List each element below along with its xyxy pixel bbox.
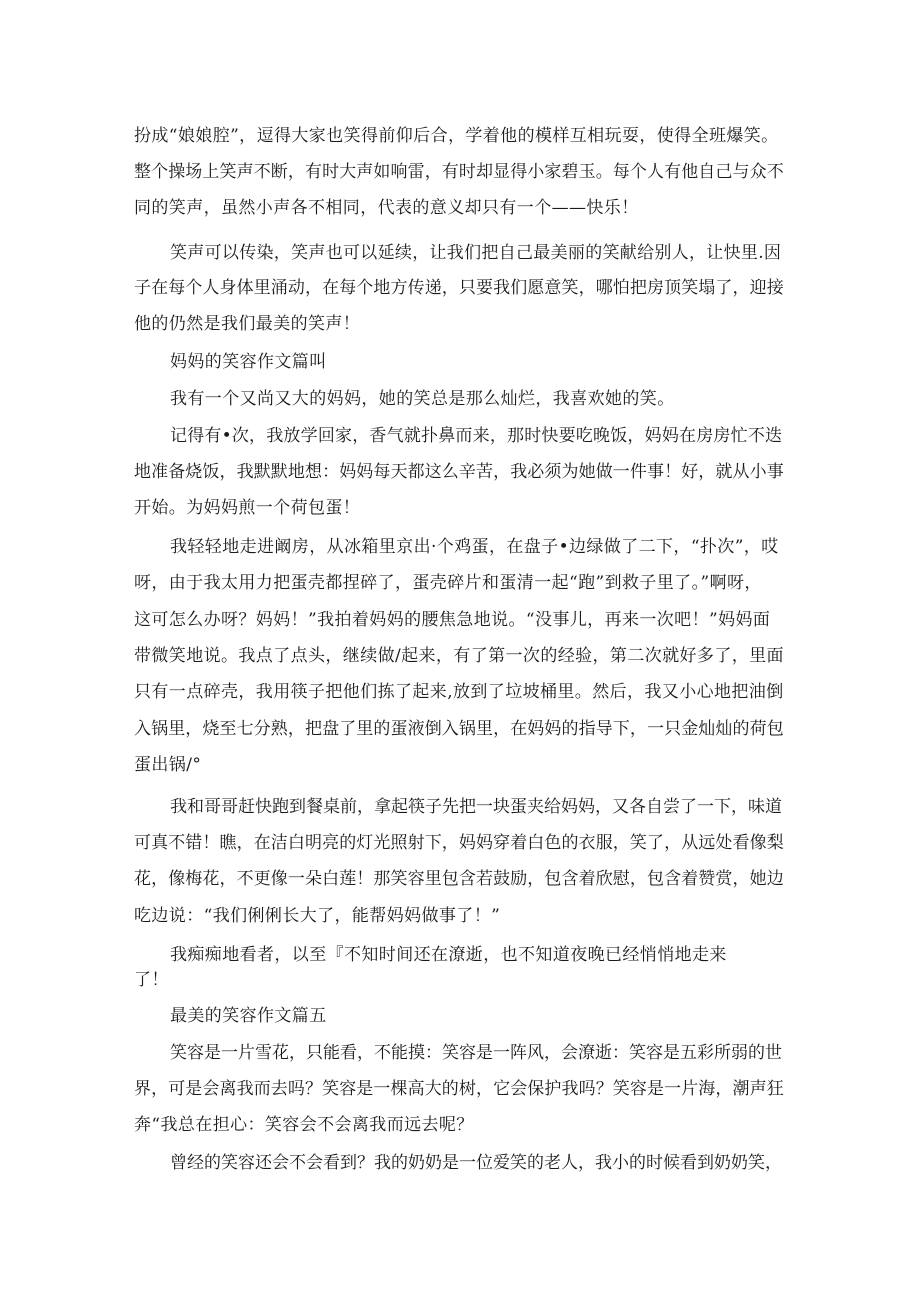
text-line: 这可怎么办呀？妈妈！”我拍着妈妈的腰焦急地说。“没事儿，再来一次吧！”妈妈面 bbox=[134, 610, 771, 630]
paragraph-start: 笑容是一片雪花，只能看，不能摸：笑容是一阵风，会潦逝：笑容是五彩所弱的世 bbox=[170, 1043, 782, 1063]
text-line: 呀，由于我太用力把蛋壳都捏碎了，蛋壳碎片和蛋清一起“跑”到救子里了。”啊呀， bbox=[134, 573, 762, 593]
text-line: 界，可是会离我而去吗？笑容是一棵高大的树，它会保护我吗？笑容是一片海，潮声狂 bbox=[134, 1079, 784, 1099]
text-line: 地准备烧饭，我默默地想：妈妈每天都这么辛苦，我必须为她做一件事！好，就从小事 bbox=[134, 462, 784, 482]
section-heading: 最美的笑容作文篇五 bbox=[170, 1006, 327, 1026]
text-line: 同的笑声，虽然小声各不相同，代表的意义却只有一个——快乐！ bbox=[134, 198, 639, 218]
text-line: 子在每个人身体里涌动，在每个地方传递，只要我们愿意笑，哪怕把房顶笑塌了，迎接 bbox=[134, 278, 784, 298]
text-line: 只有一点碎壳，我用筷子把他们拣了起来,放到了垃坡桶里。然后，我又小心地把油倒 bbox=[134, 682, 784, 702]
section-heading: 妈妈的笑容作文篇叫 bbox=[170, 352, 327, 372]
paragraph-start: 我痴痴地看者，以至『不知时间还在潦逝，也不知道夜晚已经悄悄地走来 bbox=[170, 945, 727, 965]
paragraph-start: 曾经的笑容还会不会看到？我的奶奶是一位爱笑的老人，我小的时候看到奶奶笑， bbox=[170, 1153, 782, 1173]
text-line: 带微笑地说。我点了点头，继续做/起来，有了第一次的经验，第二次就好多了，里面 bbox=[134, 646, 784, 666]
text-line: 可真不错！瞧，在洁白明亮的灯光照射下，妈妈穿着白色的衣服，笑了，从远处看像梨 bbox=[134, 833, 784, 853]
text-line: 入锅里，烧至七分熟，把盘了里的蛋液倒入锅里，在妈妈的指导下，一只金灿灿的荷包 bbox=[134, 719, 784, 739]
text-line: 了！ bbox=[134, 970, 169, 990]
text-line: 扮成“娘娘腔”，逗得大家也笑得前仰后合，学着他的模样互相玩耍，使得全班爆笑。 bbox=[134, 126, 779, 146]
text-line: 他的仍然是我们最美的笑声！ bbox=[134, 314, 361, 334]
text-line: 开始。为妈妈煎一个荷包蛋！ bbox=[134, 498, 361, 518]
text-line: 花，像梅花，不更像一朵白莲！那笑容里包含若鼓励，包含着欣慰，包含着赞赏，她边 bbox=[134, 869, 784, 889]
paragraph-start: 我轻轻地走进阚房，从冰箱里京出·个鸡蛋，在盘子•边绿做了二下，“扑次”，哎 bbox=[170, 537, 779, 557]
paragraph-start: 记得有•次，我放学回家，香气就扑鼻而来，那时快要吃晚饭，妈妈在房房忙不迭 bbox=[170, 426, 783, 446]
text-line: 整个操场上笑声不断，有时大声如响雷，有时却显得小家碧玉。每个人有他自己与众不 bbox=[134, 162, 784, 182]
text-line: 吃边说：“我们俐俐长大了，能帮妈妈做事了！” bbox=[134, 906, 501, 926]
text-line: 奔“我总在担心：笑容会不会离我而远去呢？ bbox=[134, 1115, 474, 1135]
text-line: 蛋出锅/° bbox=[134, 755, 202, 775]
paragraph-start: 笑声可以传染，笑声也可以延续，让我们把自己最美丽的笑献给别人，让快里.因 bbox=[170, 243, 782, 263]
paragraph-start: 我有一个又尚又大的妈妈，她的笑总是那么灿烂，我喜欢她的笑。 bbox=[170, 389, 675, 409]
paragraph-start: 我和哥哥赶快跑到餐桌前，拿起筷子先把一块蛋夹给妈妈，又各自尝了一下，味道 bbox=[170, 797, 782, 817]
